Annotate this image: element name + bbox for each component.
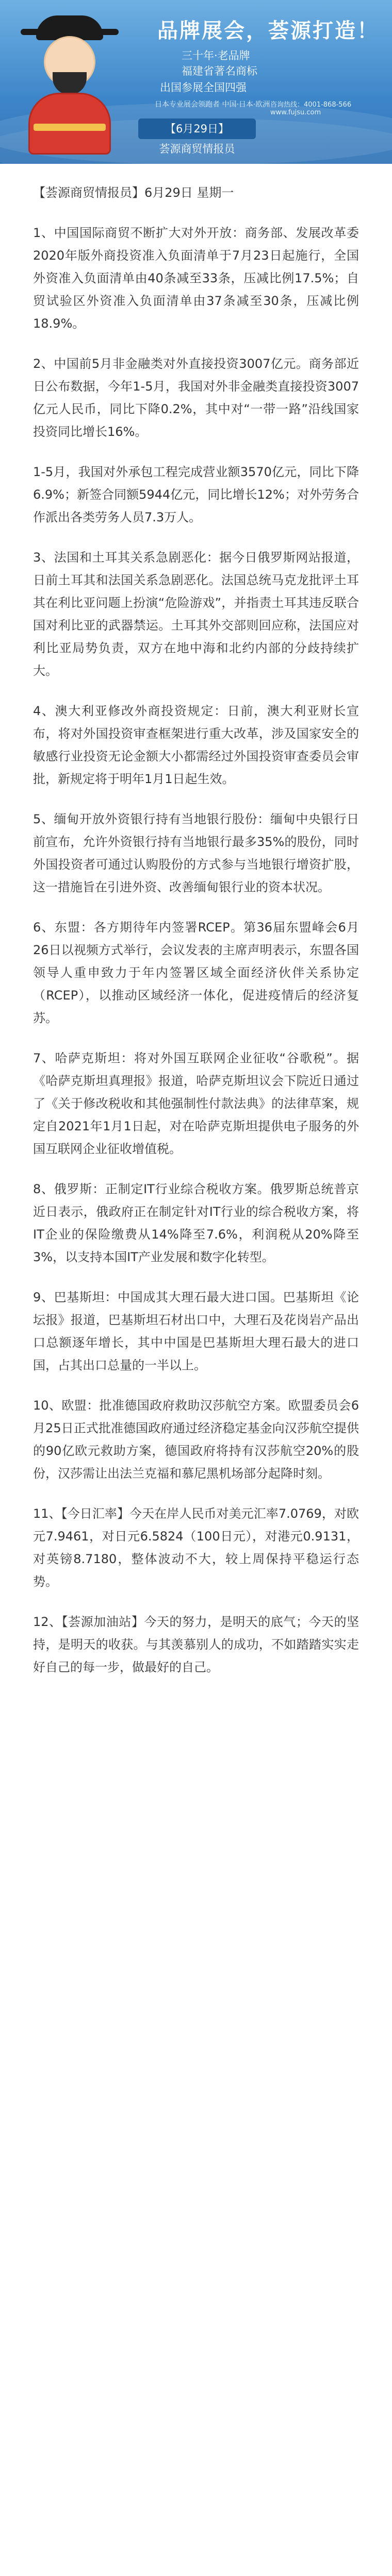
news-item: 1-5月，我国对外承包工程完成营业额3570亿元，同比下降6.9%；新签合同额5944亿元，同比增长12%；对外劳务合作派出各类劳务人员7.3万人。 (33, 465, 359, 524)
banner-tagline-3: 出国参展全国四强 (160, 81, 247, 94)
date-badge: 【6月29日】 (138, 118, 256, 139)
banner-tagline-4: 日本专业展会领跑者 中国·日本·欧洲 (155, 100, 270, 109)
figure-belt (34, 124, 106, 131)
figure-beard (53, 72, 87, 95)
exchange-rate-item: 11、【今日汇率】今天在岸人民币对美元汇率7.0769，对欧元7.9461，对日元6.5824（100日元），对港元0.9131，对英镑8.7180，整体波动不大，较上周保持平稳运行态势。 (33, 1506, 359, 1589)
news-item: 8、俄罗斯：正制定IT行业综合税收方案。俄罗斯总统普京近日表示，俄政府正在制定针对IT行业的综合税收方案，将IT企业的保险缴费从14%降至7.6%，利润税从20%降至3%，以支持本国IT产业发展和数字化转型。 (33, 1182, 359, 1264)
brand-badge: 荟源商贸情报员 (159, 143, 235, 155)
news-item: 2、中国前5月非金融类对外直接投资3007亿元。商务部近日公布数据，今年1-5月，我国对外非金融类直接投资3007亿元人民币，同比下降0.2%，其中对“一带一路”沿线国家投资同比增长16%。 (33, 357, 359, 439)
banner-tagline-1: 三十年·老品牌 (182, 49, 250, 62)
banner-tagline-2: 福建省著名商标 (182, 65, 257, 77)
motivation-item: 12、【荟源加油站】今天的努力，是明天的底气；今天的坚持，是明天的收获。与其羡慕别人的成功，不如踏踏实实走好自己的每一步，做最好的自己。 (33, 1615, 359, 1674)
news-item: 5、缅甸开放外资银行持有当地银行股份：缅甸中央银行日前宣布，允许外资银行持有当地银行最多35%的股份，同时外国投资者可通过认购股份的方式参与当地银行增资扩股，这一措施旨在引进外资、改善缅甸银行业的资本状况。 (33, 812, 359, 894)
news-item: 3、法国和土耳其关系急剧恶化：据今日俄罗斯网站报道，日前土耳其和法国关系急剧恶化。法国总统马克龙批评土耳其在利比亚问题上扮演“危险游戏”，并指责土耳其违反联合国对利比亚的武器禁运。土耳其外交部则回应称，法国应对利比亚局势负责，双方在地中海和北约内部的分歧持续扩大。 (33, 550, 359, 678)
news-item: 6、东盟：各方期待年内签署RCEP。第36届东盟峰会6月26日以视频方式举行，会议发表的主席声明表示，东盟各国领导人重申致力于年内签署区域全面经济伙伴关系协定（RCEP），以推动区域经济一体化，促进疫情后的经济复苏。 (33, 920, 359, 1025)
news-article (33, 181, 359, 1696)
banner-slogan: 品牌展会，荟源打造！ (157, 19, 379, 43)
news-item: 10、欧盟：批准德国政府救助汉莎航空方案。欧盟委员会6月25日正式批准德国政府通过经济稳定基金向汉莎航空提供的90亿欧元救助方案，德国政府将持有汉莎航空20%的股份，汉莎需让出法兰克福和慕尼黑机场部分起降时刻。 (33, 1398, 359, 1481)
banner-contact: 咨询热线：4001-868-566 www.fujsu.com (270, 101, 352, 116)
news-item: 4、澳大利亚修改外商投资规定：日前，澳大利亚财长宣布，将对外国投资审查框架进行重大改革，涉及国家安全的敏感行业投资无论金额大小都需经过外国投资审查委员会审批，新规定将于明年1月1日起生效。 (33, 704, 359, 786)
article-heading: 【荟源商贸情报员】6月29日 星期一 (33, 185, 234, 200)
header-banner (0, 0, 392, 164)
news-item: 7、哈萨克斯坦：将对外国互联网企业征收“谷歌税”。据《哈萨克斯坦真理报》报道，哈萨克斯坦议会下院近日通过了《关于修改税收和其他强制性付款法典》的法律草案，规定自2021年1月1日起，对在哈萨克斯坦提供电子服务的外国互联网企业征收增值税。 (33, 1051, 359, 1156)
hat-wing-right (93, 29, 119, 35)
news-item: 1、中国国际商贸不断扩大对外开放：商务部、发展改革委2020年版外商投资准入负面清单于7月23日起施行，全国外资准入负面清单由40条减至33条，压减比例17.5%；自贸试验区外资准入负面清单由37条减至30条，压减比例18.9%。 (33, 226, 359, 331)
cartoon-official-illustration (21, 15, 119, 155)
news-item: 9、巴基斯坦：中国成其大理石最大进口国。巴基斯坦《论坛报》报道，巴基斯坦石材出口中，大理石及花岗岩产品出口总额逐年增长，其中中国是巴基斯坦大理石最大的进口国，占其出口总量的一半以上。 (33, 1290, 359, 1372)
